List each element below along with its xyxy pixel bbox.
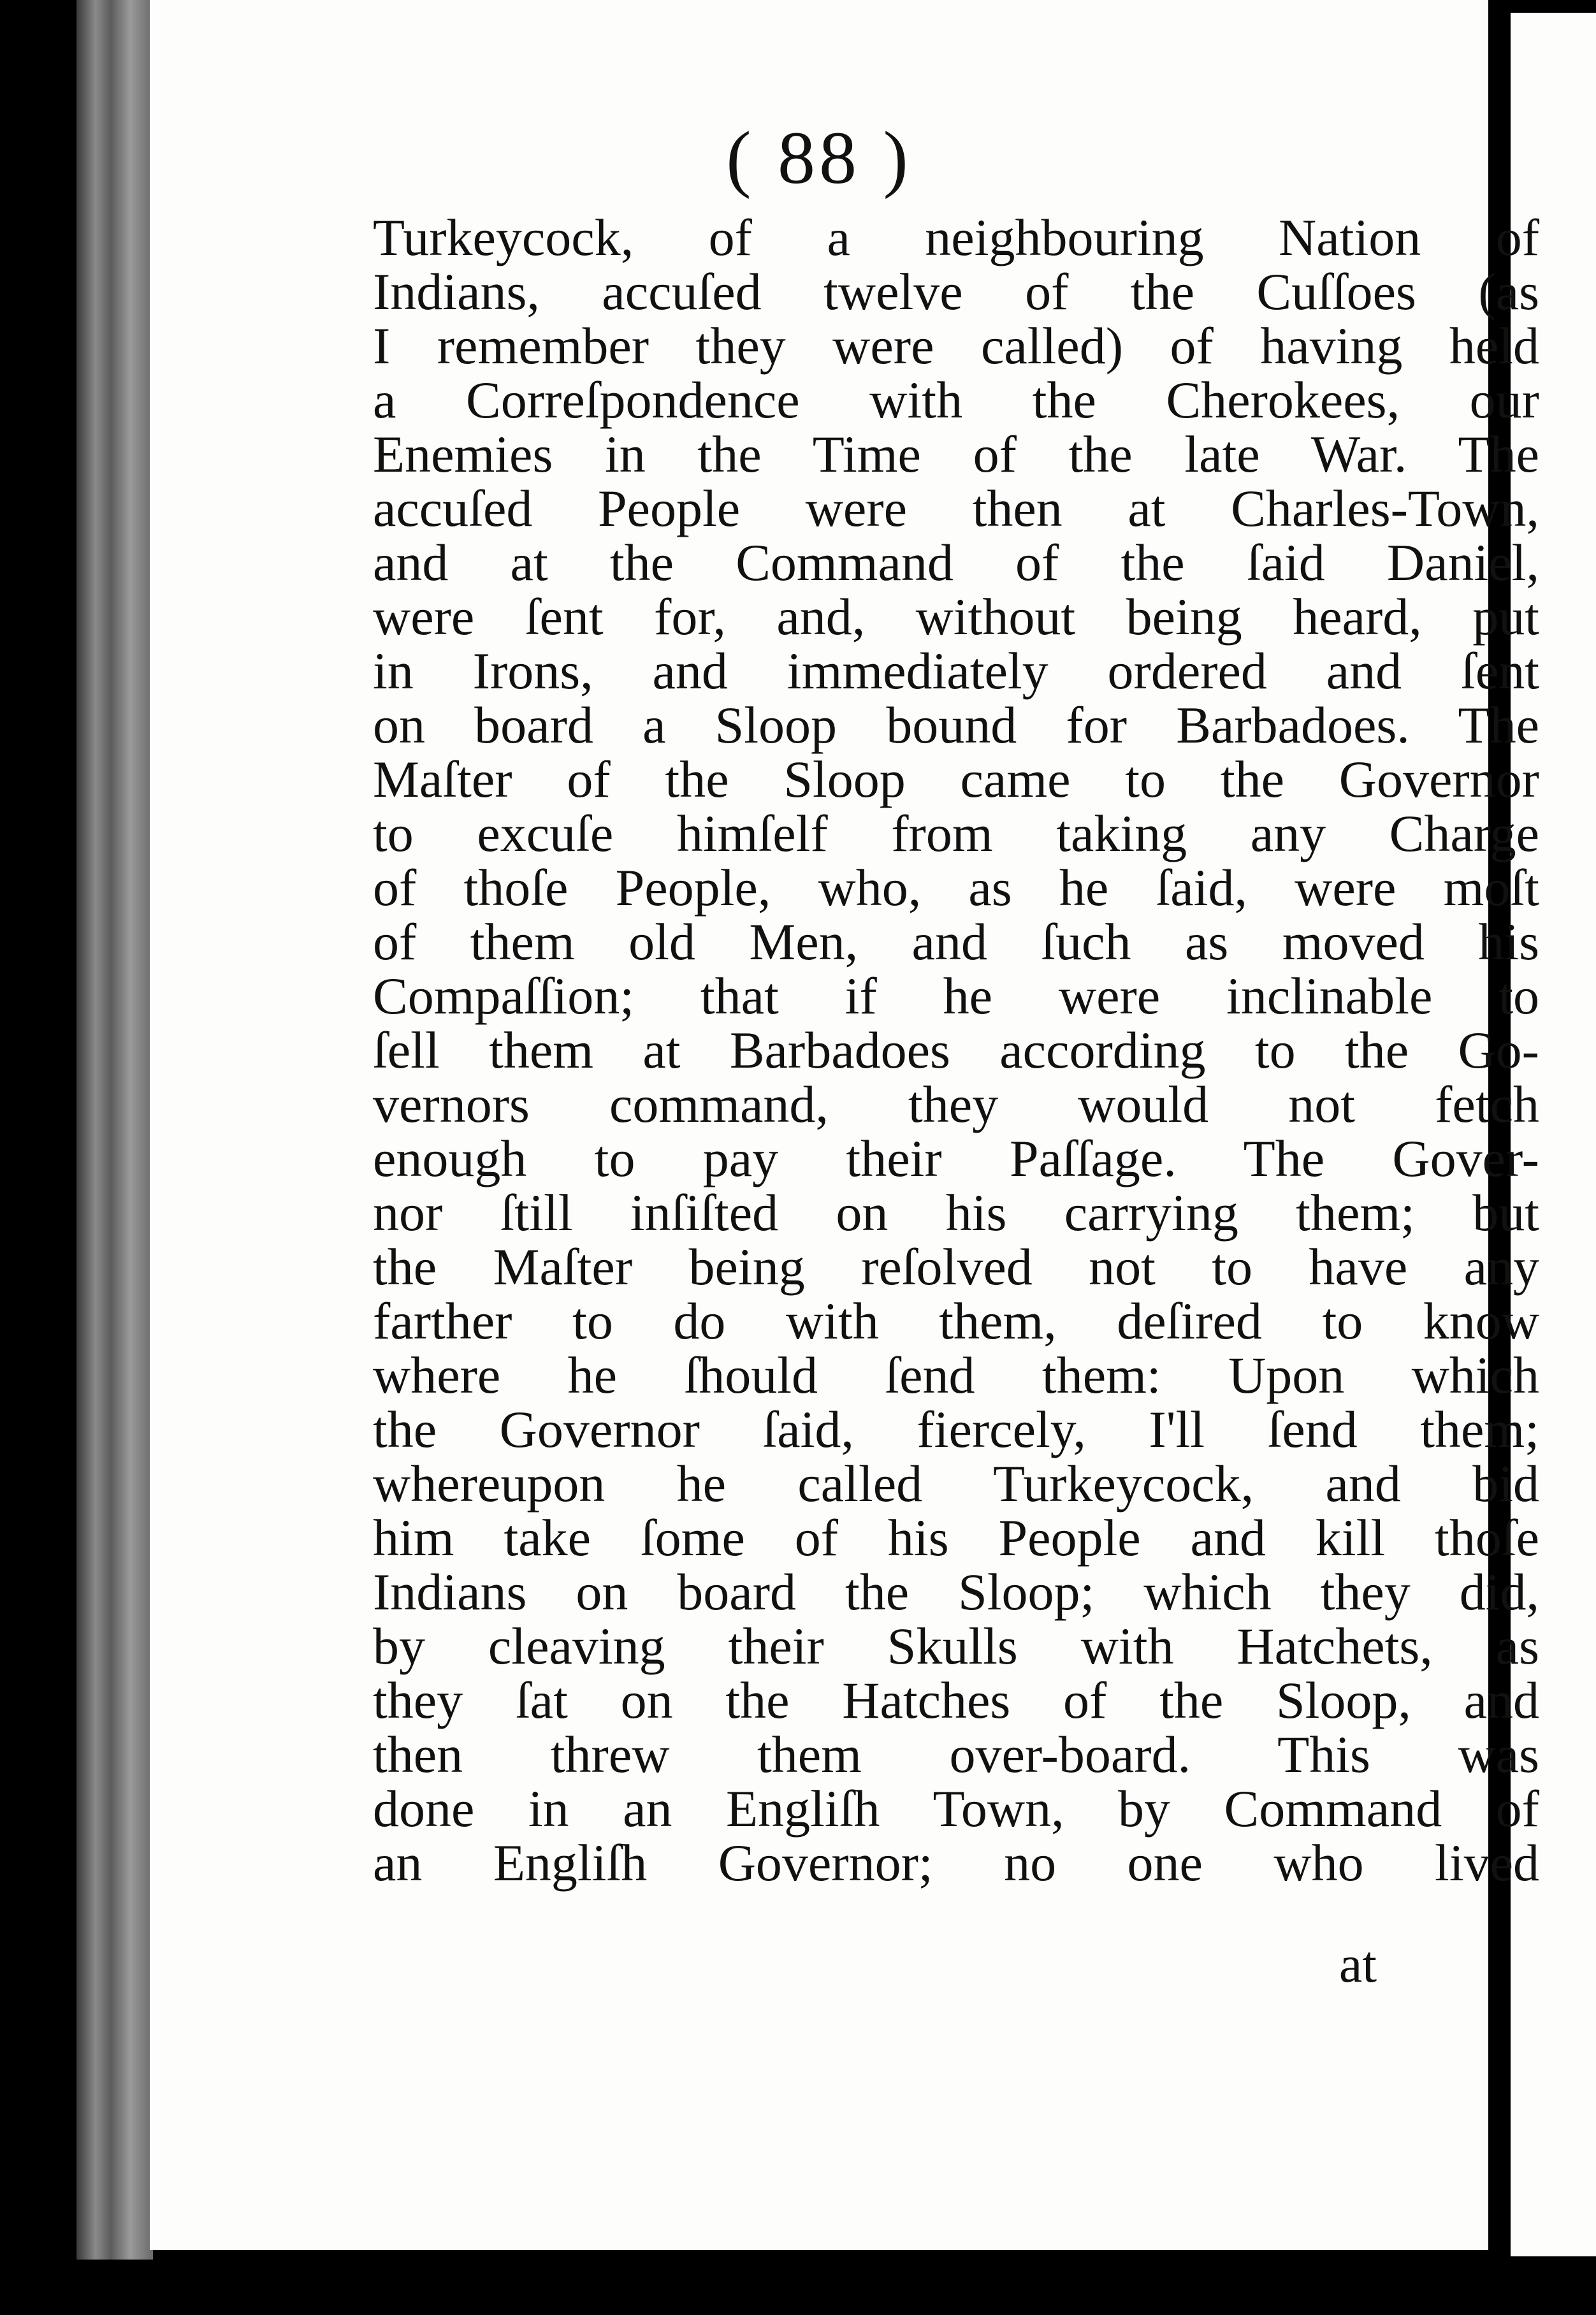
page-number: ( 88 ) — [726, 116, 912, 200]
text-line: of them old Men, and ſuch as moved his — [373, 913, 1539, 971]
text-line: Indians, accuſed twelve of the Cuſſoes (as — [373, 263, 1539, 321]
text-line: to excuſe himſelf from taking any Charge — [373, 804, 1539, 862]
text-line: accuſed People were then at Charles-Town, — [373, 479, 1539, 537]
text-line: enough to pay their Paſſage. The Gover- — [373, 1129, 1539, 1187]
text-line: Maſter of the Sloop came to the Governor — [373, 750, 1539, 808]
text-line: him take ſome of his People and kill thoſe — [373, 1509, 1539, 1567]
text-line: whereupon he called Turkeycock, and bid — [373, 1455, 1539, 1513]
text-line: in Irons, and immediately ordered and ſent — [373, 642, 1539, 700]
text-line: then threw them over-board. This was — [373, 1725, 1539, 1783]
text-line: ſell them at Barbadoes according to the Go- — [373, 1021, 1539, 1079]
text-line: they ſat on the Hatches of the Sloop, and — [373, 1671, 1539, 1729]
text-line: farther to do with them, deſired to know — [373, 1292, 1539, 1350]
text-line: an Engliſh Governor; no one who lived — [373, 1834, 1539, 1892]
text-line: Compaſſion; that if he were inclinable to — [373, 967, 1539, 1025]
text-line: Indians on board the Sloop; which they did, — [373, 1563, 1539, 1621]
text-line: done in an Engliſh Town, by Command of — [373, 1780, 1539, 1838]
text-line: I remember they were called) of having held — [373, 317, 1539, 375]
text-line: where he ſhould ſend them: Upon which — [373, 1346, 1539, 1404]
text-line: nor ſtill inſiſted on his carrying them; but — [373, 1184, 1539, 1242]
book-page — [150, 0, 1539, 2250]
body-text — [373, 210, 1539, 1890]
text-line: Turkeycock, of a neighbouring Nation of — [373, 208, 1539, 266]
text-line: vernors command, they would not fetch — [373, 1075, 1539, 1133]
catchword: at — [1338, 1935, 1377, 1993]
scan-border — [0, 2260, 1596, 2315]
text-line: the Maſter being reſolved not to have any — [373, 1238, 1539, 1296]
text-line: a Correſpondence with the Cherokees, our — [373, 371, 1539, 429]
text-line: of thoſe People, who, as he ſaid, were moſt — [373, 859, 1539, 917]
book-gutter — [76, 0, 153, 2263]
text-line: by cleaving their Skulls with Hatchets, as — [373, 1617, 1539, 1675]
text-line: the Governor ſaid, fiercely, I'll ſend them; — [373, 1400, 1539, 1458]
text-line: were ſent for, and, without being heard, put — [373, 588, 1539, 646]
text-line: on board a Sloop bound for Barbadoes. The — [373, 696, 1539, 754]
text-line: Enemies in the Time of the late War. The — [373, 425, 1539, 483]
text-line: and at the Command of the ſaid Daniel, — [373, 533, 1539, 591]
